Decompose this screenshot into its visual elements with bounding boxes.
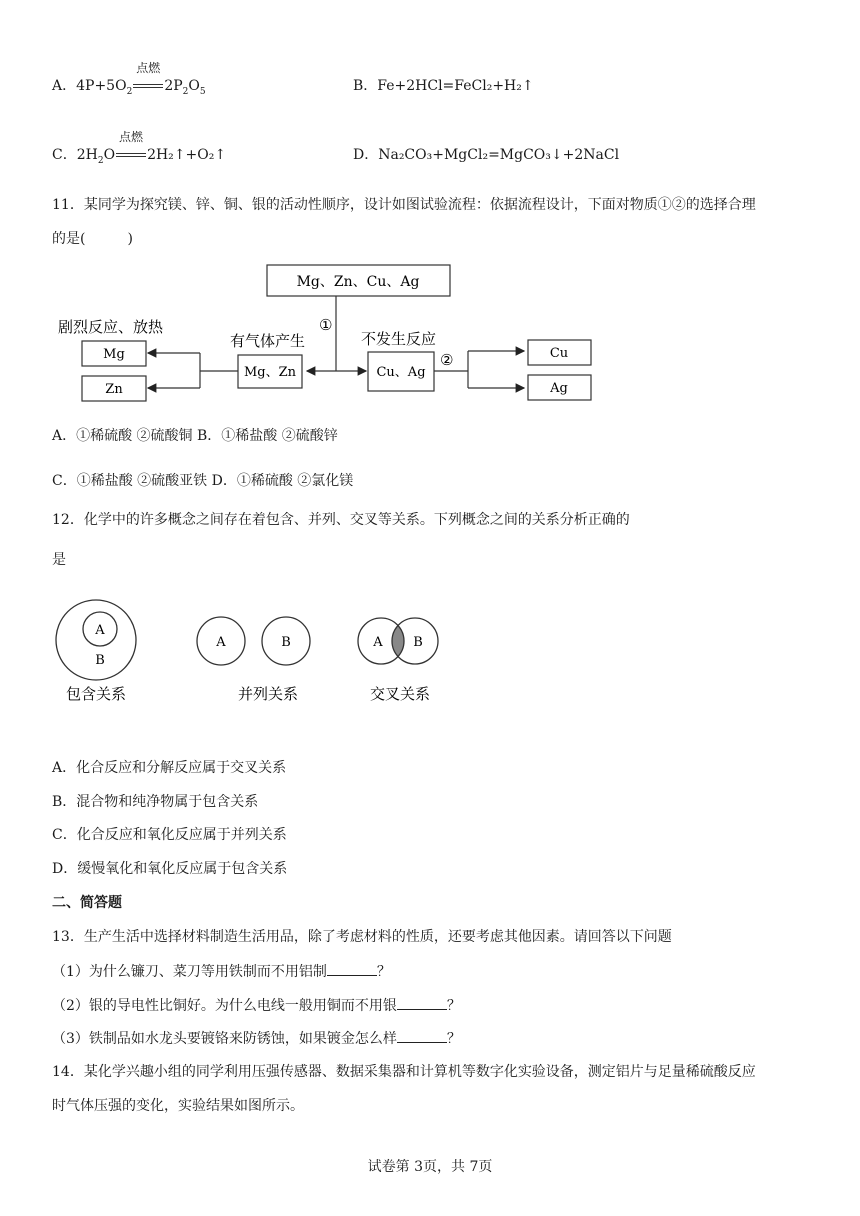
- right-caption: 不发生反应: [361, 330, 437, 348]
- q12-option-a: A．化合反应和分解反应属于交叉关系: [52, 760, 287, 776]
- venn-contain-a: A: [95, 623, 105, 638]
- q13-sub1: （1）为什么镰刀、菜刀等用铁制而不用铝制 ？: [52, 961, 391, 982]
- answer-blank[interactable]: [397, 1028, 447, 1043]
- cuag-label: Cu、Ag: [376, 365, 426, 380]
- mid-caption: 有气体产生: [230, 332, 306, 350]
- venn-parallel-a-label: A: [216, 635, 226, 650]
- step2-marker: ②: [440, 351, 454, 369]
- label-parallel: 并列关系: [237, 685, 299, 703]
- venn-contain-b: B: [95, 653, 105, 668]
- q12-stem-line1: 12．化学中的许多概念之间存在着包含、并列、交叉等关系。下列概念之间的关系分析正确的: [52, 512, 630, 528]
- q11-stem-line2: 的是( ): [52, 231, 133, 247]
- q12-option-b: B．混合物和纯净物属于包含关系: [52, 794, 259, 810]
- cu-label: Cu: [549, 346, 569, 361]
- label-cross: 交叉关系: [369, 685, 431, 703]
- q10-option-b: B．Fe+2HCl=FeCl₂+H₂↑: [353, 78, 534, 94]
- condition-label: 点燃: [136, 61, 161, 75]
- q14-line2: 时气体压强的变化，实验结果如图所示。: [52, 1098, 304, 1114]
- ag-label: Ag: [550, 381, 568, 396]
- step1-marker: ①: [319, 316, 333, 334]
- q13-stem: 13．生产生活中选择材料制造生活用品，除了考虑材料的性质，还要考虑其他因素。请回答以下问题: [52, 929, 672, 945]
- venn-cross-b-label: B: [413, 635, 423, 650]
- page-footer: 试卷第 3页，共 7页: [367, 1159, 493, 1175]
- venn-cross-a-label: A: [373, 635, 383, 650]
- answer-blank[interactable]: [397, 995, 447, 1010]
- mgzn-label: Mg、Zn: [243, 365, 297, 380]
- q10-option-c: C．$2H_2O$ 点燃 2H₂↑+O₂↑: [52, 130, 227, 166]
- q11-stem-line1: 11．某同学为探究镁、锌、铜、银的活动性顺序，设计如图试验流程：依据流程设计，下面对物质①②的选择合理: [52, 197, 756, 213]
- top-metals-label: Mg、Zn、Cu、Ag: [296, 274, 420, 290]
- left-caption: 剧烈反应、放热: [58, 318, 164, 336]
- q12-stem-line2: 是: [52, 552, 66, 568]
- q11-options-line1: A．①稀硫酸 ②硫酸铜 B．①稀盐酸 ②硫酸锌: [52, 428, 338, 444]
- q10-option-d: D．Na₂CO₃+MgCl₂=MgCO₃↓+2NaCl: [353, 147, 620, 163]
- q12-option-d: D．缓慢氧化和氧化反应属于包含关系: [52, 861, 288, 877]
- section-title: 二、简答题: [52, 895, 122, 911]
- q11-options-line2: C．①稀盐酸 ②硫酸亚铁 D．①稀硫酸 ②氯化镁: [52, 473, 354, 489]
- q14-line1: 14．某化学兴趣小组的同学利用压强传感器、数据采集器和计算机等数字化实验设备，测定铝片与足量稀硫酸反应: [52, 1064, 756, 1080]
- q12-option-c: C．化合反应和氧化反应属于并列关系: [52, 827, 287, 843]
- label-contain: 包含关系: [65, 685, 127, 703]
- mg-label: Mg: [103, 347, 125, 362]
- q12-venn-diagrams: [50, 596, 460, 708]
- q11-flow-diagram: [50, 262, 610, 408]
- q10-option-a: A．$4P+5O_2$ 点燃 $2P_2O_5$: [52, 61, 206, 97]
- q13-sub2: （2）银的导电性比铜好。为什么电线一般用铜而不用银 ？: [52, 995, 461, 1016]
- zn-label: Zn: [105, 382, 123, 397]
- answer-blank[interactable]: [327, 961, 377, 976]
- condition-label: 点燃: [119, 130, 144, 144]
- venn-parallel-b-label: B: [281, 635, 291, 650]
- q13-sub3: （3）铁制品如水龙头要镀铬来防锈蚀，如果镀金怎么样 ？: [52, 1028, 461, 1049]
